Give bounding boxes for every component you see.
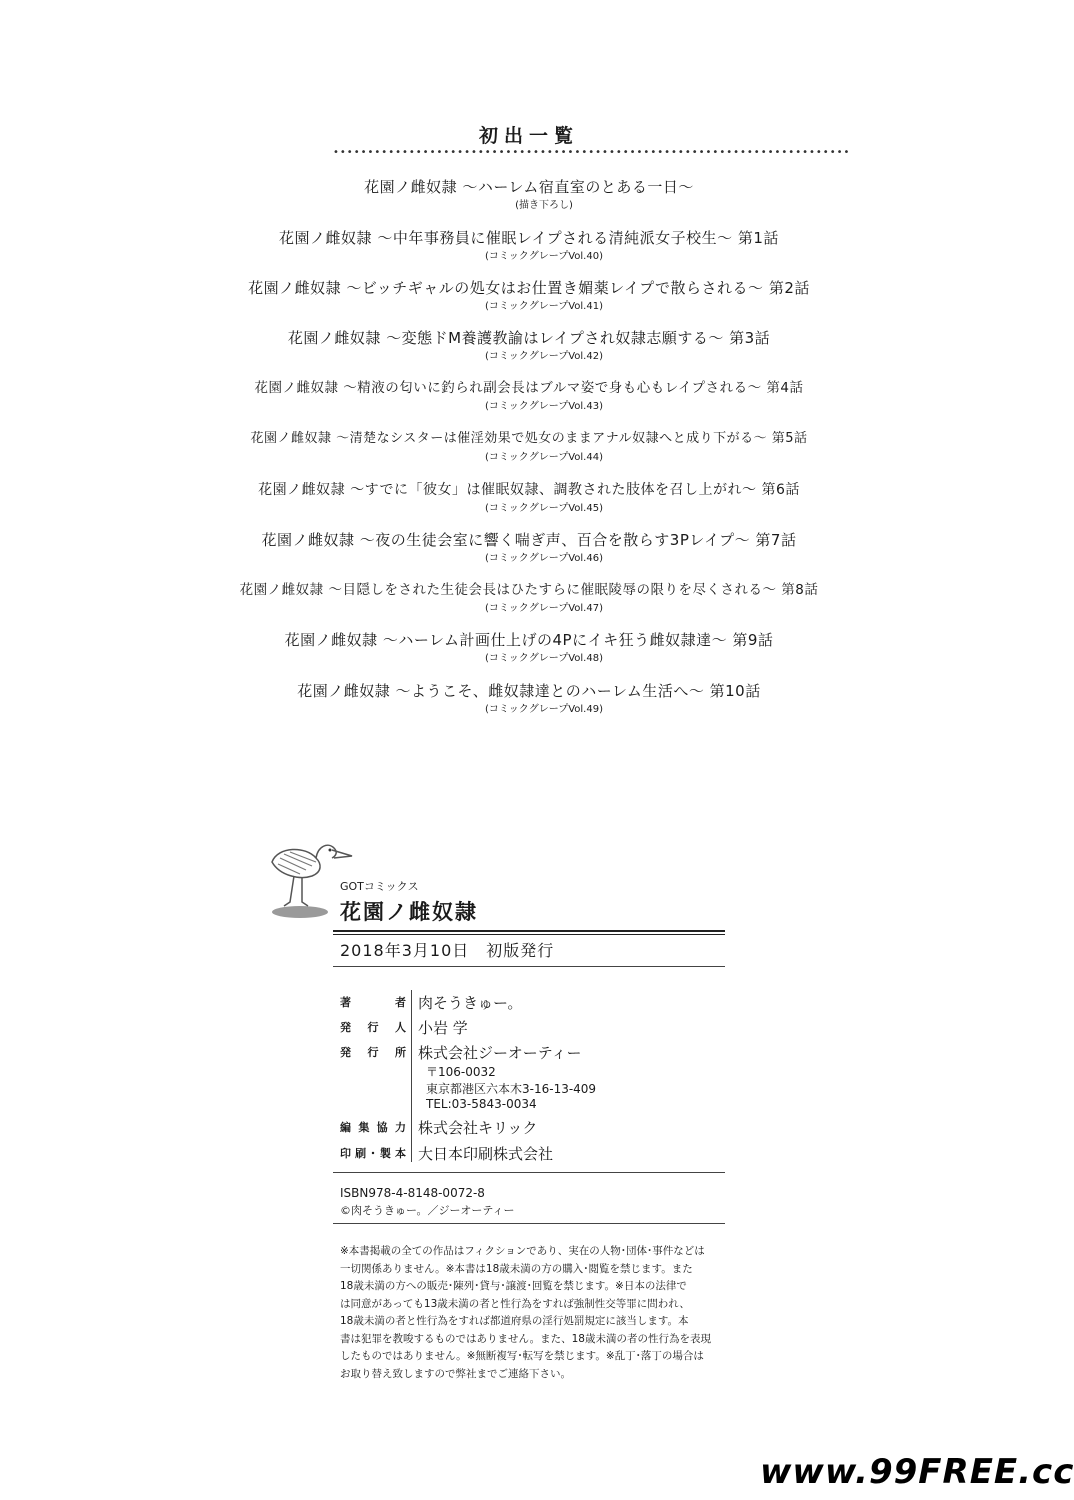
entry-source: (コミックグレープVol.49) [485,704,603,715]
list-item [0,681,1058,717]
book-title: 花園ノ雌奴隷 [340,900,478,924]
list-item [0,480,1058,516]
entry-source: (コミックグレープVol.46) [485,553,603,564]
entry-source: (コミックグレープVol.42) [485,351,603,362]
series-label: GOTコミックス [340,880,419,893]
entry-source: (コミックグレープVol.44) [485,452,603,463]
list-item [0,228,1058,264]
notice-line: 一切関係ありません。※本書は18歳未満の方の購入･閲覧を禁じます。また [340,1262,693,1275]
entry-source: (コミックグレープVol.43) [485,401,603,412]
dotted-divider: ••••••••••••••••••••••••••••••••••••••••••••••••••••••••••••••••••••••••••• [333,147,851,158]
divider [333,966,725,967]
address: 東京都港区六本木3-16-13-409 [426,1082,597,1096]
entry-title: 花園ノ雌奴隷 〜夜の生徒会室に響く喘ぎ声、百合を散らす3Pレイプ〜 第7話 [261,531,797,549]
entry-title: 花園ノ雌奴隷 〜目隠しをされた生徒会長はひたすらに催眠陵辱の限りを尽くされる〜 第8話 [239,582,819,598]
entry-title: 花園ノ雌奴隷 〜すでに「彼女」は催眠奴隷、調教された肢体を召し上がれ〜 第6話 [258,482,800,498]
credit-value: 大日本印刷株式会社 [418,1145,554,1163]
watermark: www.99FREE.cc [760,1452,1074,1492]
divider [333,1223,725,1224]
notice-line: お取り替え致しますので弊社までご連絡下さい。 [340,1367,571,1380]
entry-source: (コミックグレープVol.47) [485,603,603,614]
entry-title: 花園ノ雌奴隷 〜ビッチギャルの処女はお仕置き媚薬レイプで散らされる〜 第2話 [248,279,810,297]
list-item [0,580,1058,616]
entry-title: 花園ノ雌奴隷 〜ハーレム計画仕上げの4Pにイキ狂う雌奴隷達〜 第9話 [284,631,774,649]
list-item [0,530,1058,566]
credit-key: 編集協力 [340,1121,406,1134]
credit-key: 発行所 [340,1046,406,1059]
list-item [0,177,1058,213]
notice-line: は同意があっても13歳未満の者と性行為をすれば強制性交等罪に問われ、 [340,1297,690,1310]
publish-date: 2018年3月10日 初版発行 [340,941,555,960]
entry-source: (コミックグレープVol.41) [485,301,603,312]
credit-value: 肉そうきゅー。 [418,994,523,1012]
entry-title: 花園ノ雌奴隷 〜ようこそ、雌奴隷達とのハーレム生活へ〜 第10話 [297,682,761,700]
copyright: ©肉そうきゅー。／ジーオーティー [340,1204,515,1217]
entry-source: (描き下ろし) [515,200,573,211]
credit-value: 株式会社キリック [418,1119,538,1137]
entry-source: (コミックグレープVol.40) [485,251,603,262]
page-title: 初出一覧 [478,125,579,147]
list-item [0,278,1058,314]
postal-code: 〒106-0032 [426,1065,496,1079]
divider [333,930,725,932]
entry-title: 花園ノ雌奴隷 〜変態ドM養護教諭はレイプされ奴隷志願する〜 第3話 [287,329,771,347]
list-item [0,630,1058,666]
entry-title: 花園ノ雌奴隷 〜清楚なシスターは催淫効果で処女のままアナル奴隷へと成り下がる〜 第5話 [250,431,808,446]
divider [333,934,725,935]
notice-line: 18歳未満の方への販売･陳列･貸与･譲渡･回覧を禁じます。※日本の法律で [340,1280,687,1292]
vertical-divider [411,990,412,1162]
divider [333,1172,725,1173]
entry-title: 花園ノ雌奴隷 〜ハーレム宿直室のとある一日〜 [364,178,694,196]
list-item [0,378,1058,414]
notice-line: ※本書掲載の全ての作品はフィクションであり、実在の人物･団体･事件などは [340,1245,705,1257]
isbn: ISBN978-4-8148-0072-8 [340,1186,485,1200]
credit-key: 著者 [340,996,406,1009]
entry-title: 花園ノ雌奴隷 〜精液の匂いに釣られ副会長はブルマ姿で身も心もレイプされる〜 第4話 [254,380,804,396]
credit-key: 印刷･製本 [340,1147,406,1160]
notice-line: 書は犯罪を教唆するものではありません。また、18歳未満の者の性行為を表現 [340,1332,711,1345]
notice-line: 18歳未満の者と性行為をすれば都道府県の淫行処罰規定に該当します。本 [340,1315,689,1327]
legal-notice [340,1243,728,1383]
entry-title: 花園ノ雌奴隷 〜中年事務員に催眠レイプされる清純派女子校生〜 第1話 [279,229,779,247]
credit-key: 発行人 [340,1021,406,1034]
credit-value: 小岩 学 [418,1019,468,1037]
entry-source: (コミックグレープVol.45) [485,503,603,514]
list-item [0,328,1058,364]
entry-source: (コミックグレープVol.48) [485,653,603,664]
telephone: TEL:03-5843-0034 [426,1097,537,1111]
credit-value: 株式会社ジーオーティー [418,1044,582,1062]
notice-line: したものではありません。※無断複写･転写を禁じます。※乱丁･落丁の場合は [340,1350,704,1362]
list-item [0,429,1058,465]
